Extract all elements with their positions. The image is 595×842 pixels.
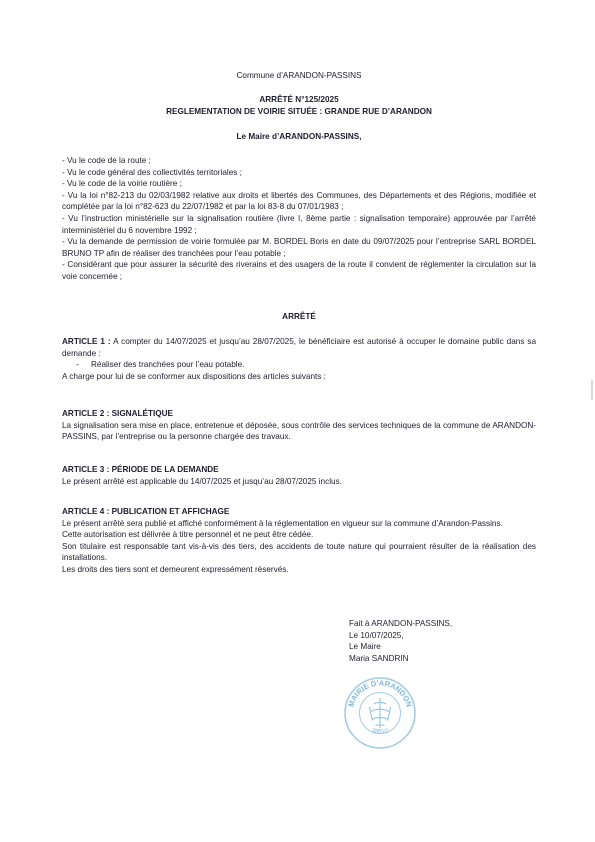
- visa-item: - Vu le code général des collectivités territoriales ;: [62, 167, 242, 177]
- visa-item: - Vu l’instruction ministérielle sur la signalisation routière (livre I, 8ème partie : signalisation temporaire) approuvée par l’arrêté interministériel du 6 novembre 1992 ;: [62, 213, 536, 235]
- signature-place: Fait à ARANDON-PASSINS,: [349, 619, 453, 628]
- article-1-bullet-line: [62, 359, 536, 371]
- stamp-text-top: MAIRIE D'ARANDON: [346, 678, 414, 709]
- article-4-paragraph: Cette autorisation est délivrée à titre personnel et ne peut être cédée.: [62, 530, 314, 540]
- visas-list: [62, 155, 536, 283]
- arrete-number: ARRÊTÉ N°125/2025: [259, 95, 339, 104]
- article-3-text: Le présent arrêté est applicable du 14/07/2025 et jusqu’au 28/07/2025 inclus.: [62, 476, 342, 486]
- arrete-title: ARRÊTÉ: [282, 312, 316, 321]
- visa-item: - Vu le code de la route ;: [62, 156, 151, 165]
- article-1-bullet: Réaliser des tranchées pour l’eau potable.: [91, 360, 245, 370]
- arrete-object: REGLEMENTATION DE VOIRIE SITUÉE : GRANDE RUE D’ARANDON: [166, 107, 432, 116]
- commune-name: Commune d’ARANDON-PASSINS: [236, 71, 362, 80]
- article-4: [62, 506, 536, 576]
- article-3-title: ARTICLE 3 : PÉRIODE DE LA DEMANDE: [62, 465, 219, 474]
- signature-block: [349, 618, 529, 664]
- stamp-text-bottom: 38510: [371, 727, 389, 736]
- bullet-marker: -: [76, 360, 79, 370]
- article-3: [62, 464, 536, 487]
- signature-name: Maria SANDRIN: [349, 653, 409, 663]
- article-1-label: ARTICLE 1 :: [62, 337, 111, 346]
- article-1-after: A charge pour lui de se conformer aux dispositions des articles suivants :: [62, 371, 326, 381]
- signature-function: Le Maire: [349, 642, 381, 652]
- article-4-title: ARTICLE 4 : PUBLICATION ET AFFICHAGE: [62, 507, 230, 516]
- visa-item: - Vu la demande de permission de voirie formulée par M. BORDEL Boris en date du 09/07/2025 pour l’entreprise SARL BORDEL BRUNO TP afin de réaliser des tranchées pour l’eau potable ;: [62, 237, 536, 258]
- article-4-paragraph: Son titulaire est responsable tant vis-à-vis des tiers, des accidents de toute nature qui pourraient résulter de la réalisation des installations.: [62, 541, 536, 563]
- scan-edge-mark: [590, 0, 595, 842]
- visa-item: - Vu la loi n°82-213 du 02/03/1982 relative aux droits et libertés des Communes, des Départements et des Régions, modifiée et complétée par la loi n°82-623 du 22/07/1982 et par la loi 83-8 du 07/01/1983 ;: [62, 190, 536, 212]
- visa-item: - Considérant que pour assurer la sécurité des riverains et des usagers de la route il convient de réglementer la circulation sur la voie concernée ;: [62, 260, 536, 281]
- mairie-stamp: [342, 675, 418, 751]
- article-1: [62, 336, 536, 382]
- stamp-emblem-icon: [369, 698, 390, 728]
- mayor-line: Le Maire d’ARANDON-PASSINS,: [236, 132, 362, 141]
- article-4-paragraph: Le présent arrêté sera publié et affiché conformément à la réglementation en vigueur sur la commune d’Arandon-Passins.: [62, 518, 503, 528]
- article-2-title: ARTICLE 2 : SIGNALÉTIQUE: [62, 409, 173, 418]
- article-4-paragraph: Les droits des tiers sont et demeurent expressément réservés.: [62, 564, 289, 574]
- visa-item: - Vu le code de la voirie routière ;: [62, 179, 182, 189]
- article-2-text: La signalisation sera mise en place, entretenue et déposée, sous contrôle des services techniques de la commune de ARANDON-PASSINS, par l’entreprise ou la personne chargée des travaux.: [62, 420, 536, 442]
- signature-date: Le 10/07/2025,: [349, 630, 404, 640]
- commune-heading: [62, 70, 536, 82]
- article-2: [62, 408, 536, 443]
- article-1-text: A compter du 14/07/2025 et jusqu’au 28/07/2025, le bénéficiaire est autorisé à occuper le domaine public dans sa demande :: [62, 337, 536, 358]
